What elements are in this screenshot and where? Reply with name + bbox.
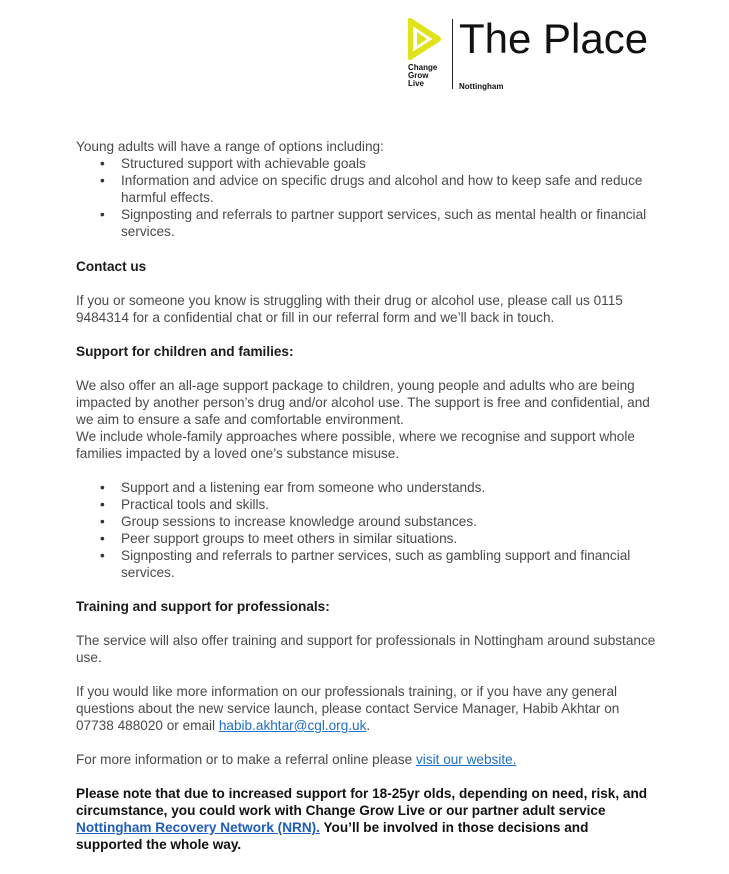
logo-title: The Place	[459, 15, 649, 62]
logo-brand-line: Grow	[408, 71, 429, 80]
notice-paragraph	[76, 785, 656, 853]
logo-city: Nottingham	[459, 82, 504, 91]
list-item: • Signposting and referrals to partner services, such as gambling support and financial services.	[121, 547, 656, 581]
logo-brand-line: Live	[408, 79, 425, 88]
logo-divider	[452, 19, 453, 89]
list-item: • Signposting and referrals to partner support services, such as mental health or financial services.	[121, 206, 656, 240]
website-text: For more information or to make a referral online please	[76, 752, 416, 767]
the-place-logo	[408, 15, 678, 94]
training-contact-text: If you would like more information on our professionals training, or if you have any general questions about the new service launch, please contact Service Manager, Habib Akhtar on 07738 488020 or email	[76, 684, 620, 733]
website-paragraph	[76, 751, 656, 768]
document-body	[76, 138, 656, 853]
list-item: • Structured support with achievable goals	[121, 155, 656, 172]
list-item: • Practical tools and skills.	[121, 496, 656, 513]
notice-text: Please note that due to increased support for 18-25yr olds, depending on need, risk, and circumstance, you could work with Change Grow Live or our partner adult service	[76, 786, 648, 818]
logo-brand-text	[408, 64, 437, 88]
list-item: • Information and advice on specific drugs and alcohol and how to keep safe and reduce harmful effects.	[121, 172, 656, 206]
list-item: • Support and a listening ear from someone who understands.	[121, 479, 656, 496]
website-link[interactable]: visit our website.	[416, 752, 517, 767]
intro-text: Young adults will have a range of options including:	[76, 139, 384, 154]
families-support-list	[76, 479, 656, 581]
logo-brand-line: Change	[408, 63, 438, 72]
nrn-link[interactable]: Nottingham Recovery Network (NRN).	[76, 820, 320, 835]
training-paragraph: The service will also offer training and support for professionals in Nottingham around substance use.	[76, 633, 656, 665]
options-list	[76, 155, 656, 240]
families-paragraph: We include whole-family approaches where possible, where we recognise and support whole families impacted by a loved one’s substance misuse.	[76, 429, 635, 461]
email-link[interactable]: habib.akhtar@cgl.org.uk	[218, 718, 367, 733]
contact-text: If you or someone you know is struggling with their drug or alcohol use, please call us 0115 9484314 for a confidential chat or fill in our referral form and we’ll back in touch.	[76, 293, 623, 325]
training-heading: Training and support for professionals:	[76, 599, 330, 614]
contact-heading: Contact us	[76, 259, 147, 274]
list-item: • Peer support groups to meet others in similar situations.	[121, 530, 656, 547]
families-paragraph: We also offer an all-age support package to children, young people and adults who are being impacted by another person’s drug and/or alcohol use. The support is free and confidential, and we aim to ensure a safe and comfortable environment.	[76, 378, 650, 427]
change-grow-live-logo-icon	[408, 18, 442, 60]
training-contact-end: .	[366, 718, 371, 733]
training-contact-paragraph	[76, 683, 656, 734]
list-item: • Group sessions to increase knowledge around substances.	[121, 513, 656, 530]
families-heading: Support for children and families:	[76, 344, 294, 359]
notice-text-end: You’ll be involved in those decisions and supported the whole way.	[76, 820, 589, 852]
